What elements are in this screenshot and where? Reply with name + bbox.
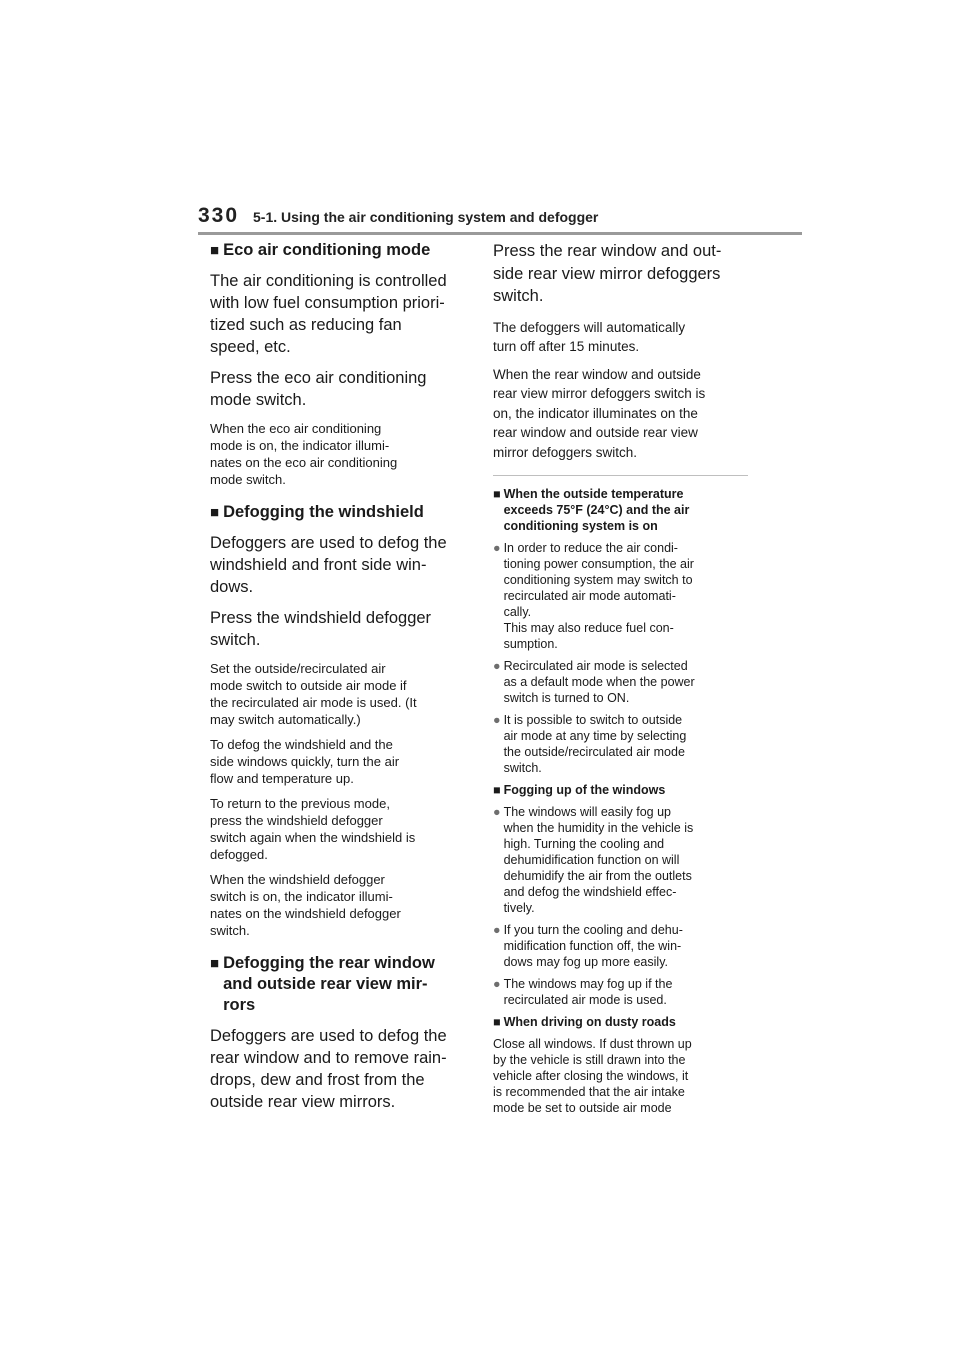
square-bullet-icon: ■ (210, 504, 220, 521)
windshield-note-3: To return to the previous mode, press the windshield defogger switch again when the windshield is defogged. (210, 796, 416, 862)
bullet-icon: ● (493, 977, 501, 991)
outside-temp-heading: ■ When the outside temperature exceeds 75°F (24°C) and the air conditioning system is on (493, 487, 690, 533)
bullet-icon: ● (493, 923, 501, 937)
eco-mode-heading: ■ Eco air conditioning mode (210, 241, 431, 259)
windshield-heading: ■ Defogging the windshield (210, 503, 424, 521)
windshield-note-1: Set the outside/recirculated air mode switch to outside air mode if the recirculated air mode is used. (It may switch automatically.) (210, 661, 417, 727)
windshield-note-2: To defog the windshield and the side windows quickly, turn the air flow and temperature up. (210, 737, 400, 786)
windshield-description: Defoggers are used to defog the windshield and front side win- dows. (210, 534, 447, 596)
list-item: ● Recirculated air mode is selected as a default mode when the power switch is turned to ON. (493, 659, 695, 705)
bullet-icon: ● (493, 805, 501, 819)
windshield-instruction: Press the windshield defogger switch. (210, 609, 432, 649)
square-bullet-icon: ■ (210, 242, 220, 259)
eco-mode-note: When the eco air conditioning mode is on, the indicator illumi- nates on the eco air conditioning mode switch. (210, 421, 398, 487)
rear-defogger-note-2: When the rear window and outside rear view mirror defoggers switch is on, the indicator illuminates on the rear window and outside rear view mirror defoggers switch. (493, 366, 706, 460)
dusty-roads-body: Close all windows. If dust thrown up by the vehicle is still drawn into the vehicle after closing the windows, it is recommended that the air intake mode be set to outside air mode (493, 1037, 692, 1115)
rear-defogger-instruction: Press the rear window and out- side rear view mirror defoggers switch. (493, 242, 722, 305)
page-number: 330 (198, 204, 240, 227)
bullet-icon: ● (493, 541, 501, 555)
eco-mode-instruction: Press the eco air conditioning mode switch. (210, 369, 427, 409)
notes-divider (493, 475, 748, 476)
list-item: ● The windows may fog up if the recirculated air mode is used. (493, 977, 673, 1007)
list-item: ● The windows will easily fog up when the humidity in the vehicle is high. Turning the cooling and dehumidification function on will dehumidify the air from the outlets and defog the windshield effec- tively. (493, 805, 694, 915)
dusty-roads-heading: ■ When driving on dusty roads (493, 1015, 676, 1029)
bullet-icon: ● (493, 659, 501, 673)
square-bullet-icon: ■ (493, 487, 501, 501)
right-column (493, 240, 753, 1116)
windshield-note-4: When the windshield defogger switch is on, the indicator illumi- nates on the windshield defogger switch. (210, 872, 401, 938)
rear-defogger-heading: ■ Defogging the rear window and outside rear view mir- rors (210, 954, 435, 1014)
header-divider (198, 232, 802, 235)
list-item: ● If you turn the cooling and dehu- midification function off, the win- dows may fog up more easily. (493, 923, 683, 969)
square-bullet-icon: ■ (493, 783, 501, 797)
rear-defogger-note-1: The defoggers will automatically turn off after 15 minutes. (493, 319, 686, 354)
section-title: 5-1. Using the air conditioning system and defogger (253, 209, 599, 225)
fogging-heading: ■ Fogging up of the windows (493, 783, 666, 797)
square-bullet-icon: ■ (210, 955, 220, 972)
left-column (210, 240, 465, 1122)
bullet-icon: ● (493, 713, 501, 727)
list-item: ● In order to reduce the air condi- tioning power consumption, the air conditioning system may switch to recirculated air mode automati- cally. This may also reduce fuel con- sumption. (493, 541, 694, 651)
square-bullet-icon: ■ (493, 1015, 501, 1029)
list-item: ● It is possible to switch to outside air mode at any time by selecting the outside/recirculated air mode switch. (493, 713, 687, 775)
rear-defogger-description: Defoggers are used to defog the rear window and to remove rain- drops, dew and frost from the outside rear view mirrors. (210, 1027, 447, 1111)
eco-mode-description: The air conditioning is controlled with low fuel consumption priori- tized such as reducing fan speed, etc. (210, 272, 447, 356)
page-header (198, 202, 802, 236)
